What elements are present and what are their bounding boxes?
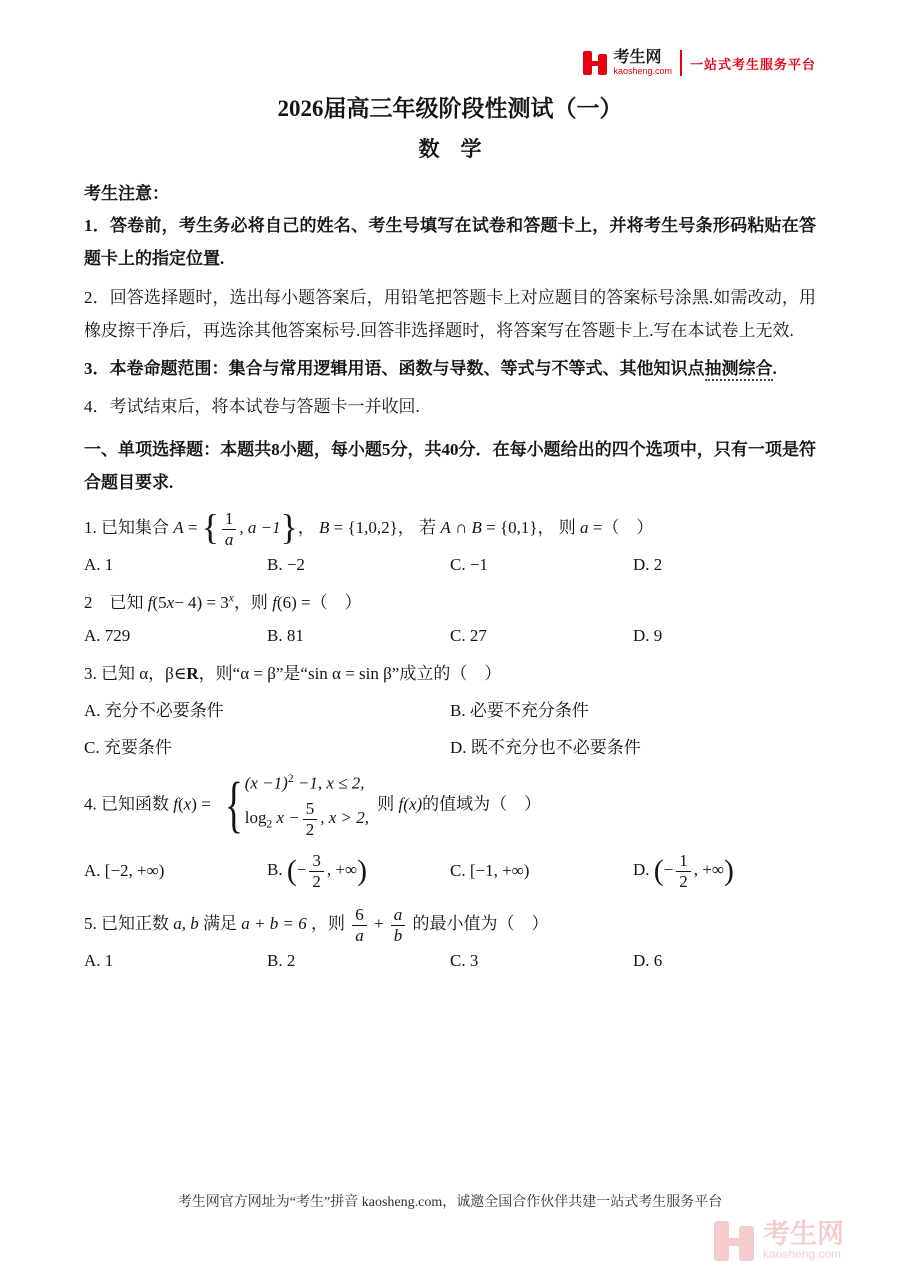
q5-frac2-num: a: [393, 905, 403, 925]
q4-f: f: [173, 794, 178, 814]
q1-fraction: [222, 509, 237, 549]
q4-case2-cond: , x > 2,: [320, 807, 370, 827]
q2-option-d: D. 9: [633, 625, 663, 645]
q1-option-d: D. 2: [633, 555, 663, 575]
footer-text: 考生网官方网址为“考生”拼音 kaosheng.com，诚邀全国合作伙伴共建一站式考生服务平台: [177, 1195, 723, 1210]
notice-item-4: 4．考试结束后，将本试卷与答题卡一并收回.: [84, 396, 420, 416]
q4-option-d-rest: , +∞: [693, 860, 725, 879]
q2-p1: (5: [152, 593, 167, 613]
q1-options: [84, 555, 816, 575]
brand-divider: [680, 50, 682, 76]
section-1-heading: 一、单项选择题：本题共8小题，每小题5分，共40分．在每小题给出的四个选项中，只有一项是符合题目要求.: [84, 440, 816, 493]
brand-tagline: 一站式考生服务平台: [689, 56, 816, 72]
q4-option-d-num: 1: [679, 851, 688, 871]
q2-options: [84, 626, 816, 646]
q1-frac-num: 1: [224, 509, 234, 529]
question-1-stem: [84, 506, 816, 549]
q4-option-b-fraction: [309, 851, 324, 891]
q3-option-b: B. 必要不充分条件: [450, 701, 589, 721]
q1-var-a: a: [580, 518, 589, 538]
q4-pre: 4. 已知函数: [84, 794, 169, 814]
q4-f2: f: [398, 794, 404, 814]
q2-exponent: x: [228, 591, 234, 605]
brand-text-block: [613, 50, 672, 76]
q5-option-d: D. 6: [633, 951, 663, 971]
q1-set-B: = {1,0,2}，: [333, 518, 415, 538]
q1-left-brace: {: [201, 506, 219, 547]
q4-case-2: [245, 799, 369, 839]
q3-options-row-2: [84, 733, 816, 758]
q4-p1: (: [177, 794, 184, 814]
q5-vars: a, b: [173, 914, 199, 934]
q5-mid2: ，则: [310, 914, 345, 934]
q1-option-c: C. −1: [450, 555, 488, 575]
q1-option-a: A. 1: [84, 555, 114, 575]
q4-option-b-num: 3: [312, 851, 321, 871]
q1-comma: ，: [297, 518, 315, 538]
q1-ruo: 若: [419, 518, 437, 538]
q4-p2: ) =: [191, 794, 211, 814]
notice-item-3: [84, 352, 816, 385]
notice-item-2: 2．回答选择题时，选出每小题答案后，用铅笔把答题卡上对应题目的答案标号涂黑.如需改动，用橡皮擦干净后，再选涂其他答案标号.回答非选择题时，将答案写在答题卡上.写在本试卷上无效.: [84, 287, 816, 340]
q1-frac-den: a: [222, 529, 237, 550]
q2-option-a: A. 729: [84, 625, 131, 645]
q4-tail: 的值域为（ ）: [422, 794, 542, 814]
q4-option-d-close-paren: ): [724, 854, 734, 888]
q4-option-b-den: 2: [309, 871, 324, 892]
q2-f: f: [147, 593, 153, 613]
q2-option-b: B. 81: [267, 625, 304, 645]
q4-option-b: [267, 851, 450, 891]
q4-option-a: A. [−2, +∞): [84, 861, 165, 881]
q1-right-brace: }: [280, 506, 298, 547]
q5-fraction-2: [391, 905, 406, 945]
q1-intersect-icon: ∩: [454, 518, 468, 538]
question-5-stem: [84, 905, 816, 945]
q3-options-row-1: [84, 696, 816, 721]
q2-f2: f: [272, 593, 277, 613]
q2-p2: − 4) = 3: [174, 593, 229, 613]
brand-domain: kaosheng.com: [613, 65, 672, 76]
q4-option-d-minus: −: [663, 860, 674, 879]
q5-option-c: C. 3: [450, 951, 479, 971]
q4-option-d-open-paren: (: [653, 854, 664, 888]
question-4-stem: [84, 770, 816, 841]
q2-x: x: [166, 593, 175, 613]
q4-options: [84, 851, 816, 891]
brand-name: 考生网: [613, 49, 662, 66]
q4-piecewise-lines: [245, 772, 369, 839]
q4-option-b-minus: −: [296, 860, 307, 879]
q5-options: [84, 951, 816, 971]
q3-t2: ，则“α = β”是“sin α = sin β”成立的（ ）: [198, 663, 502, 683]
q5-mid1: 满足: [203, 914, 237, 934]
brand-logo-icon: [583, 51, 607, 75]
watermark-text-block: [763, 1220, 844, 1261]
q4-piecewise-brace: {: [224, 771, 243, 840]
q1-var-A2: A: [440, 518, 451, 538]
notice-item-3-text: 3．本卷命题范围：集合与常用逻辑用语、函数与导数、等式与不等式、其他知识点: [84, 358, 705, 378]
question-3-stem: [84, 658, 816, 690]
q2-mid: ，则: [233, 593, 268, 613]
q2-option-c: C. 27: [450, 625, 487, 645]
q4-piecewise: [219, 772, 369, 839]
q1-intersect-eq: = {0,1}，: [486, 518, 555, 538]
q1-var-B2: B: [471, 518, 482, 538]
notice-heading: 考生注意：: [84, 184, 169, 204]
q4-option-d: [633, 851, 816, 891]
q5-option-a: A. 1: [84, 951, 114, 971]
q1-var-A: A: [173, 518, 184, 538]
watermark-logo: [714, 1220, 844, 1261]
question-2-stem: [84, 587, 816, 619]
q3-option-a: A. 充分不必要条件: [84, 701, 224, 721]
q4-option-b-close-paren: ): [357, 854, 367, 888]
q4-case1-exponent: 2: [287, 772, 294, 786]
q3-option-c: C. 充要条件: [84, 738, 172, 758]
q5-equation: a + b = 6: [241, 914, 307, 934]
q4-option-d-den: 2: [676, 871, 691, 892]
q5-pre: 5. 已知正数: [84, 914, 169, 934]
q4-x: x: [183, 794, 192, 814]
notice-item-1: 1．答卷前，考生务必将自己的姓名、考生号填写在试卷和答题卡上，并将考生号条形码粘贴在答题卡上的指定位置.: [84, 216, 816, 269]
q1-ze: 则: [558, 518, 576, 538]
q4-option-d-label: D.: [633, 860, 650, 879]
q2-p3: (6) =（ ）: [276, 593, 362, 613]
q4-case1-cond: −1, x ≤ 2,: [293, 773, 365, 793]
q1-pre: 1. 已知集合: [84, 518, 169, 538]
watermark-name: 考生网: [763, 1219, 844, 1250]
q5-frac1-num: 6: [355, 905, 364, 925]
q1-eq: =: [187, 518, 198, 538]
q4-case2-frac-den: 2: [303, 819, 318, 840]
q4-option-c: C. [−1, +∞): [450, 861, 530, 881]
q4-case2-fraction: [303, 799, 318, 839]
q3-t1: 3. 已知 α，β∈: [84, 663, 187, 683]
q4-option-b-open-paren: (: [286, 854, 297, 888]
page-title: 2026届高三年级阶段性测试（一）: [277, 96, 623, 122]
subject-title: 数 学: [418, 137, 482, 162]
q4-case2-frac-num: 5: [305, 798, 315, 818]
q5-tail: 的最小值为（ ）: [412, 914, 549, 934]
q5-frac2-den: b: [391, 925, 406, 946]
q4-ze: 则: [377, 794, 395, 814]
q4-p3: (x): [403, 794, 423, 814]
header-brand: [84, 50, 816, 76]
q4-case-1: [245, 772, 369, 794]
q4-case1-expr: (x −1): [244, 773, 288, 793]
q4-log-base: 2: [266, 817, 273, 831]
q5-plus: +: [373, 914, 384, 934]
q1-set-rest: , a −1: [239, 518, 281, 538]
q4-option-b-rest: , +∞: [326, 860, 358, 879]
q4-option-b-label: B.: [267, 860, 283, 879]
notice-item-3-period: .: [772, 358, 777, 378]
q3-option-d: D. 既不充分也不必要条件: [450, 738, 641, 758]
q2-pre: 2 已知: [84, 593, 144, 613]
q4-log: log: [244, 807, 267, 827]
watermark-domain: kaosheng.com: [763, 1247, 842, 1262]
q5-fraction-1: [352, 905, 367, 945]
q4-case2-expr: x −: [272, 807, 300, 827]
q1-option-b: B. −2: [267, 555, 305, 575]
q1-var-B: B: [319, 518, 330, 538]
q1-tail: =（ ）: [592, 518, 654, 538]
q5-frac1-den: a: [352, 925, 367, 946]
q3-R: R: [186, 663, 199, 683]
q5-option-b: B. 2: [267, 951, 296, 971]
notice-item-3-emphasis: 抽测综合: [705, 359, 773, 381]
watermark-logo-icon: [714, 1221, 754, 1261]
q4-option-d-fraction: [676, 851, 691, 891]
